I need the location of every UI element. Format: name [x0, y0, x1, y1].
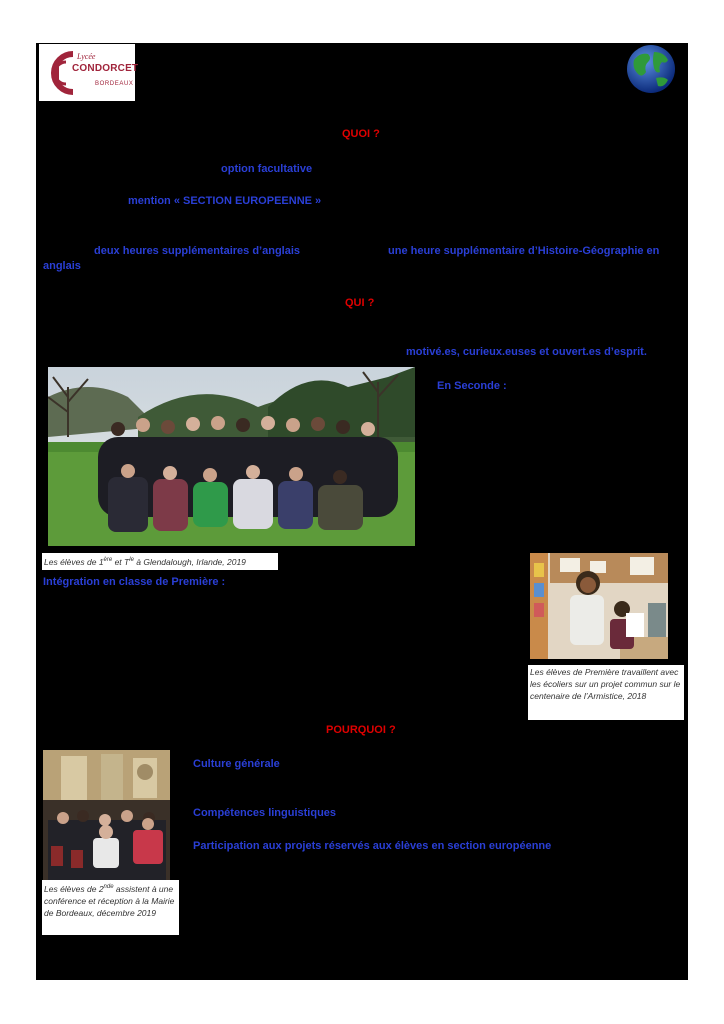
photo-armistice	[530, 553, 668, 659]
school-logo	[39, 44, 139, 101]
text-qualites: motivé.es, curieux.euses et ouvert.es d’esprit.	[406, 346, 647, 358]
text-competences-linguistiques: Compétences linguistiques	[193, 807, 337, 819]
caption-armistice: Les élèves de Première travaillent avec les écoliers sur un projet commun sur le centenaire de l’Armistice, 2018	[528, 665, 684, 720]
text-option-facultative: option facultative	[221, 163, 313, 175]
text-integration-premiere: Intégration en classe de Première :	[43, 576, 226, 588]
page-sheet	[36, 43, 688, 980]
text-mention-section: mention « SECTION EUROPEENNE »	[128, 195, 322, 207]
heading-pourquoi: POURQUOI ?	[326, 724, 396, 736]
photo-glendalough	[48, 367, 415, 546]
logo-text-condorcet: CONDORCET	[72, 63, 139, 74]
caption-mairie: Les élèves de 2nde assistent à une conférence et réception à la Mairie de Bordeaux, décembre 2019	[42, 880, 179, 935]
text-participation-projets: Participation aux projets réservés aux élèves en section européenne	[193, 840, 552, 852]
logo-text-lycee: Lycée	[77, 52, 96, 61]
globe-icon	[626, 44, 676, 94]
logo-text-bordeaux: BORDEAUX	[95, 81, 134, 87]
text-heures-anglais: deux heures supplémentaires d’anglais	[94, 245, 301, 257]
caption-glendalough: Les élèves de 1ère et $T^{le}$ à Glendalough, Irlande, 2019	[42, 553, 278, 570]
text-en-seconde: En Seconde :	[437, 380, 507, 392]
heading-quoi: QUOI ?	[342, 128, 380, 140]
photo-mairie	[43, 750, 170, 880]
text-heure-hg: une heure supplémentaire d’Histoire-Géographie en	[388, 245, 660, 257]
heading-qui: QUI ?	[345, 297, 375, 309]
text-culture-generale: Culture générale	[193, 758, 280, 770]
text-anglais: anglais	[43, 260, 81, 272]
